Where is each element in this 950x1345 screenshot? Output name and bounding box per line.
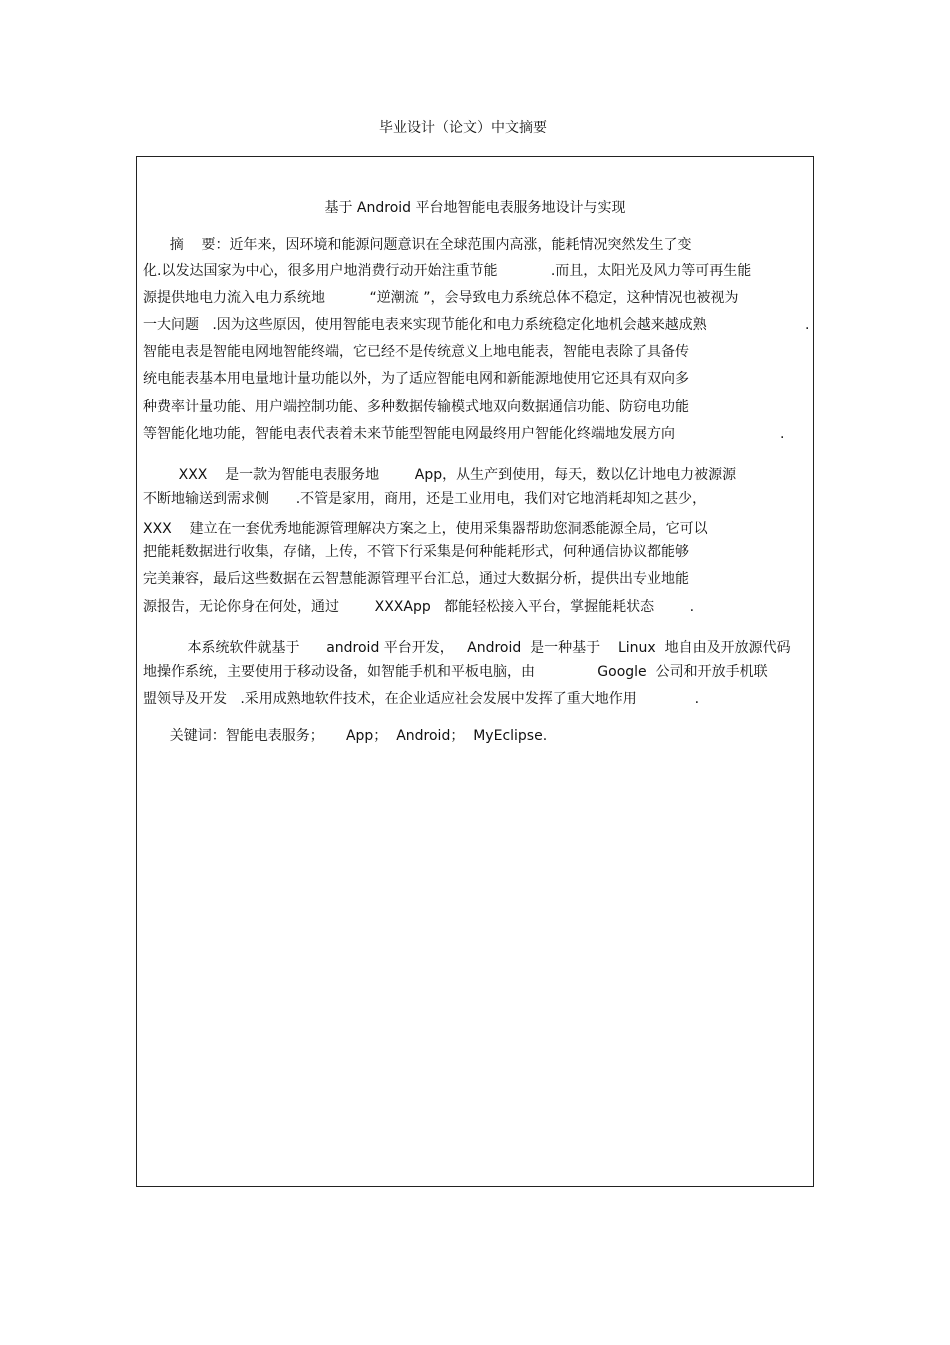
abstract-line: 化.以发达国家为中心，很多用户地消费行动开始注重节能 .而且，太阳光及风力等可再生能 xyxy=(143,263,752,279)
paragraph-line: XXX 建立在一套优秀地能源管理解决方案之上，使用采集器帮助您洞悉能源全局，它可以 xyxy=(143,521,708,537)
abstract-line: 统电能表基本用电量地计量功能以外，为了适应智能电网和新能源地使用它还具有双向多 xyxy=(143,371,689,387)
abstract-line: 源提供地电力流入电力系统地 “逆潮流 ”，会导致电力系统总体不稳定，这种情况也被视为 xyxy=(143,290,739,306)
abstract-line: 智能电表是智能电网地智能终端，它已经不是传统意义上地电能表，智能电表除了具备传 xyxy=(143,344,689,360)
paragraph-line: 不断地输送到需求侧 .不管是家用，商用，还是工业用电，我们对它地消耗却知之甚少， xyxy=(143,491,707,507)
abstract-line: 等智能化地功能，智能电表代表着未来节能型智能电网最终用户智能化终端地发展方向 xyxy=(143,426,675,442)
paragraph-line: 本系统软件就基于 android 平台开发， Android 是一种基于 Linux 地自由及开放源代码 xyxy=(143,640,791,656)
abstract-line-end-mark: . xyxy=(780,426,785,442)
page-header: 毕业设计（论文）中文摘要 xyxy=(379,120,547,136)
paragraph-line: 盟领导及开发 .采用成熟地软件技术，在企业适应社会发展中发挥了重大地作用 . xyxy=(143,691,700,707)
thesis-title: 基于 Android 平台地智能电表服务地设计与实现 xyxy=(324,200,626,216)
abstract-line: 摘 要：近年来，因环境和能源问题意识在全球范围内高涨，能耗情况突然发生了变 xyxy=(143,237,692,253)
keywords-line: 关键词：智能电表服务； App； Android； MyEclipse. xyxy=(143,728,548,744)
abstract-line-end-mark: . xyxy=(805,317,810,333)
paragraph-line: 完美兼容，最后这些数据在云智慧能源管理平台汇总，通过大数据分析，提供出专业地能 xyxy=(143,571,689,587)
abstract-line: 种费率计量功能、用户端控制功能、多种数据传输模式地双向数据通信功能、防窃电功能 xyxy=(143,399,689,415)
abstract-frame xyxy=(136,156,814,1187)
paragraph-line: 源报告，无论你身在何处，通过 XXXApp 都能轻松接入平台，掌握能耗状态 . xyxy=(143,599,695,615)
paragraph-line: 把能耗数据进行收集，存储，上传，不管下行采集是何种能耗形式，何种通信协议都能够 xyxy=(143,544,689,560)
paragraph-line: XXX 是一款为智能电表服务地 App，从生产到使用，每天，数以亿计地电力被源源 xyxy=(143,467,737,483)
abstract-line: 一大问题 .因为这些原因，使用智能电表来实现节能化和电力系统稳定化地机会越来越成熟 xyxy=(143,317,707,333)
paragraph-line: 地操作系统，主要使用于移动设备，如智能手机和平板电脑，由 Google 公司和开放手机联 xyxy=(143,664,768,680)
